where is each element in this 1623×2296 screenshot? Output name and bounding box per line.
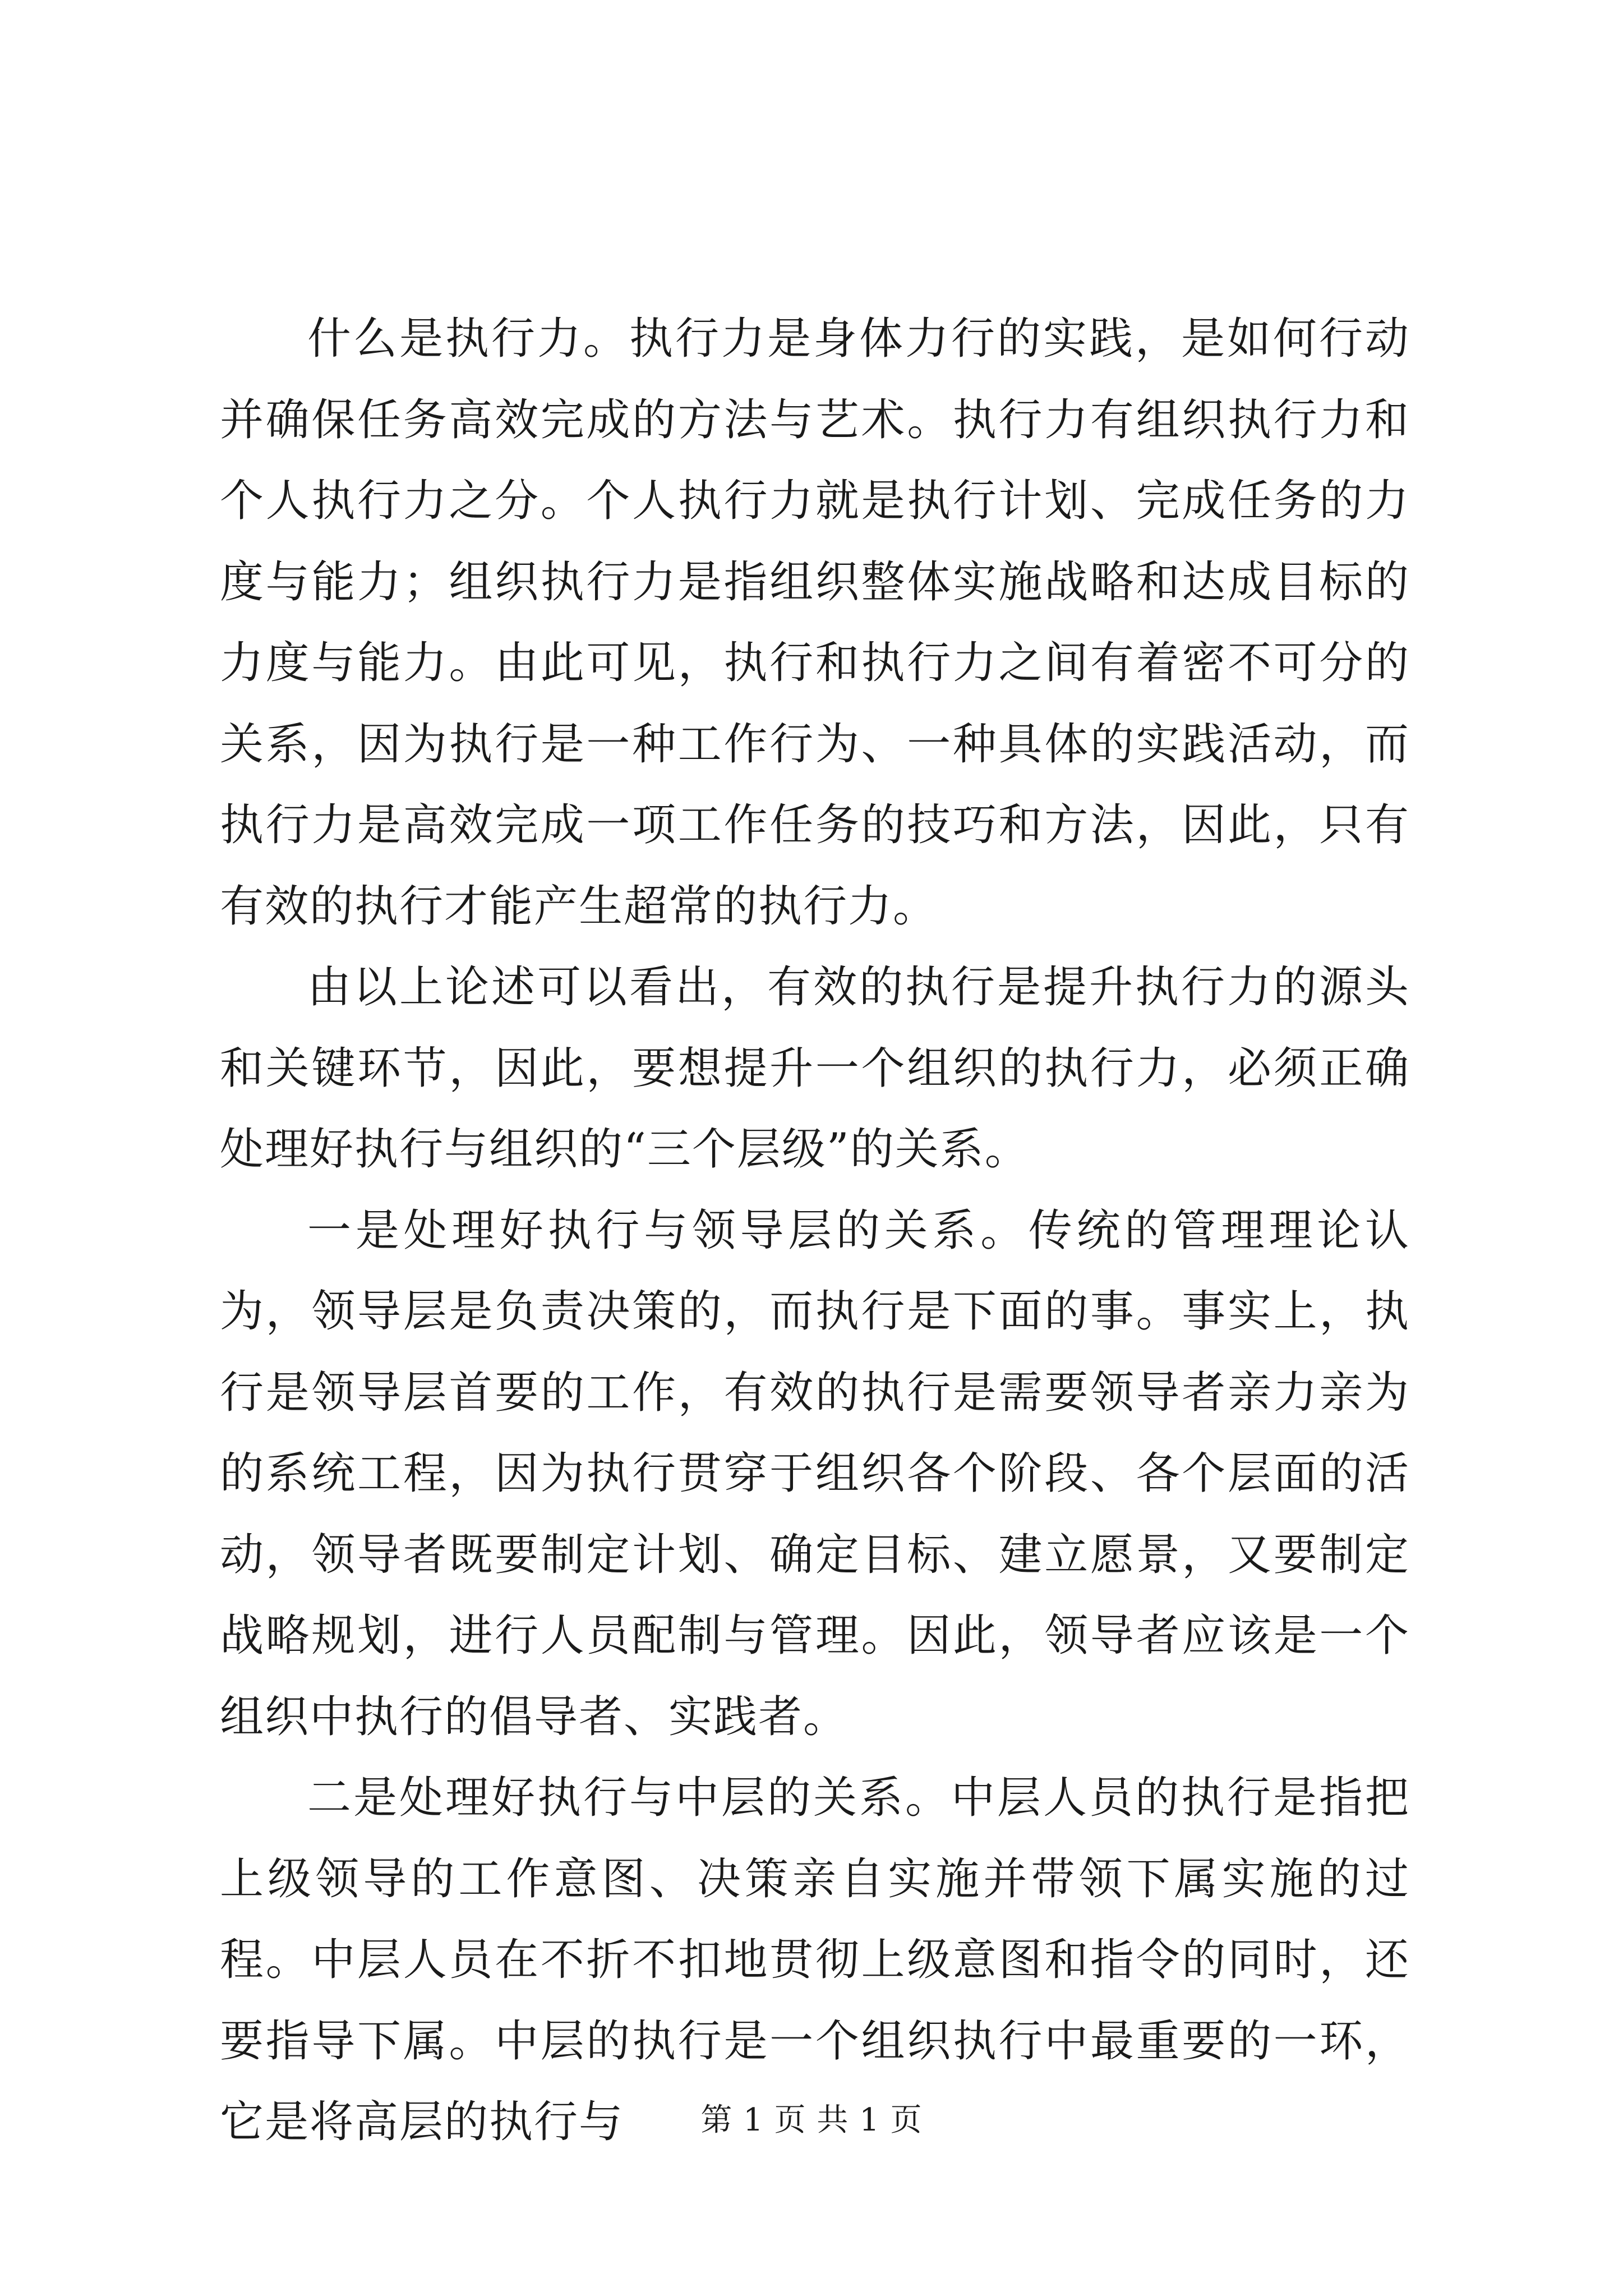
document-body	[220, 298, 1410, 2163]
paragraph-leadership-level: 一是处理好执行与领导层的关系。传统的管理理论认为，领导层是负责决策的，而执行是下面的事。事实上，执行是领导层首要的工作，有效的执行是需要领导者亲力亲为的系统工程，因为执行贯穿于组织各个阶段、各个层面的活动，领导者既要制定计划、确定目标、建立愿景，又要制定战略规划，进行人员配制与管理。因此，领导者应该是一个组织中执行的倡导者、实践者。	[220, 1205, 1410, 1742]
page-footer: 第 1 页 共 1 页	[700, 2102, 923, 2138]
paragraph-three-levels-intro: 由以上论述可以看出，有效的执行是提升执行力的源头和关键环节，因此，要想提升一个组织的执行力，必须正确处理好执行与组织的“三个层级”的关系。	[220, 962, 1410, 1175]
paragraph-middle-level: 二是处理好执行与中层的关系。中层人员的执行是指把上级领导的工作意图、决策亲自实施并带领下属实施的过程。中层人员在不折不扣地贯彻上级意图和指令的同时，还要指导下属。中层的执行是一个组织执行中最重要的一环，它是将高层的执行与	[220, 1773, 1410, 2147]
paragraph-execution-definition: 什么是执行力。执行力是身体力行的实践，是如何行动并确保任务高效完成的方法与艺术。执行力有组织执行力和个人执行力之分。个人执行力就是执行计划、完成任务的力度与能力；组织执行力是指组织整体实施战略和达成目标的力度与能力。由此可见，执行和执行力之间有着密不可分的关系，因为执行是一种工作行为、一种具体的实践活动，而执行力是高效完成一项工作任务的技巧和方法，因此，只有有效的执行才能产生超常的执行力。	[220, 314, 1410, 932]
